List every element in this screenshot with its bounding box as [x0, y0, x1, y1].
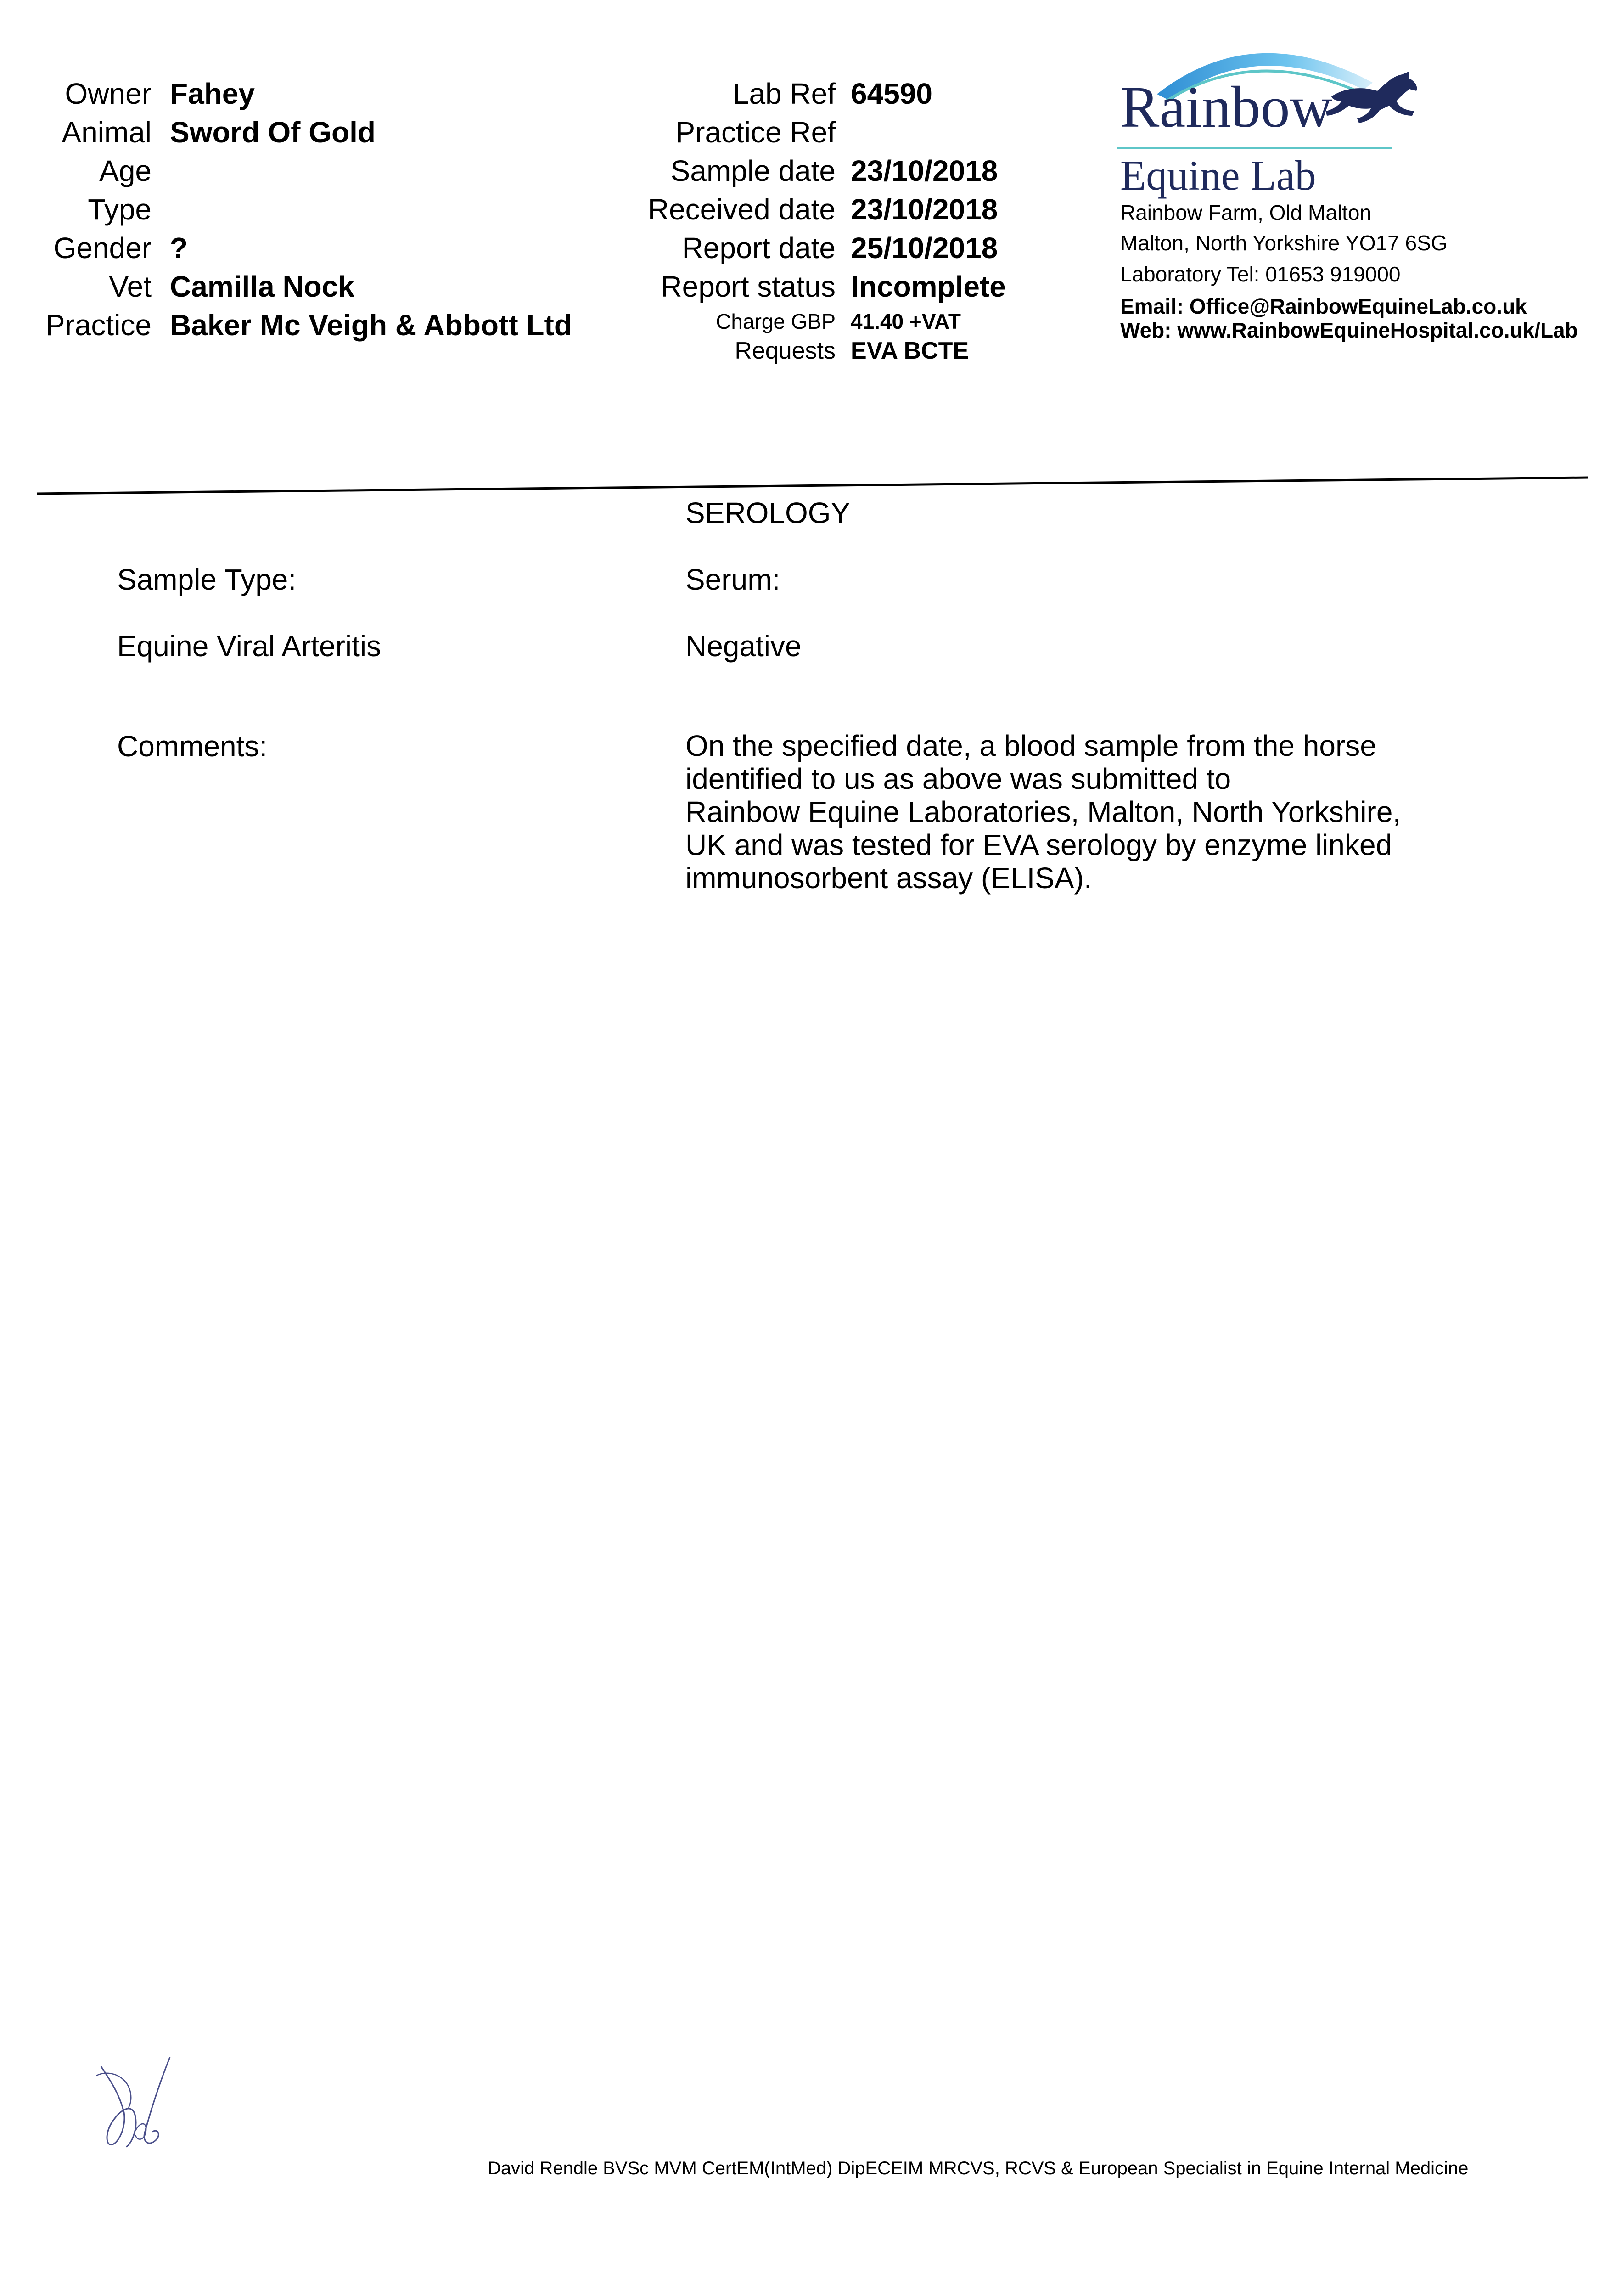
logo-subtitle: Equine Lab [1120, 152, 1316, 199]
test-result: Negative [685, 630, 802, 663]
received-date-label: Received date [647, 193, 836, 226]
lab-email: Email: Office@RainbowEquineLab.co.uk [1120, 294, 1527, 318]
practice-value: Baker Mc Veigh & Abbott Ltd [170, 309, 572, 342]
vet-value: Camilla Nock [170, 270, 354, 303]
signatory-footer: David Rendle BVSc MVM CertEM(IntMed) DipECEIM MRCVS, RCVS & European Specialist in Equine Internal Medicine [488, 2158, 1469, 2178]
charge-value: 41.40 +VAT [851, 310, 961, 333]
comment-line: identified to us as above was submitted to [685, 762, 1231, 795]
report-date-value: 25/10/2018 [851, 231, 998, 264]
section-heading: SEROLOGY [685, 496, 851, 529]
gender-label: Gender [53, 231, 152, 264]
sample-type-value: Serum: [685, 563, 780, 596]
vet-label: Vet [109, 270, 152, 303]
lab-website: Web: www.RainbowEquineHospital.co.uk/Lab [1120, 318, 1578, 342]
sample-date-value: 23/10/2018 [851, 154, 998, 187]
comment-line: Rainbow Equine Laboratories, Malton, North Yorkshire, [685, 795, 1401, 828]
charge-label: Charge GBP [716, 310, 836, 333]
address-line-2: Malton, North Yorkshire YO17 6SG [1120, 231, 1448, 255]
lab-ref-value: 64590 [851, 77, 932, 110]
lab-phone: Laboratory Tel: 01653 919000 [1120, 262, 1401, 286]
practice-label: Practice [45, 309, 152, 342]
requests-value: EVA BCTE [851, 338, 969, 364]
report-status-value: Incomplete [851, 270, 1006, 303]
address-line-1: Rainbow Farm, Old Malton [1120, 201, 1372, 225]
animal-value: Sword Of Gold [170, 116, 376, 149]
comment-line: immunosorbent assay (ELISA). [685, 861, 1092, 895]
requests-label: Requests [735, 338, 836, 364]
signature-icon [92, 2053, 184, 2163]
age-label: Age [99, 154, 152, 187]
gender-row [0, 229, 643, 267]
owner-value: Fahey [170, 77, 255, 110]
age-row [0, 152, 643, 190]
report-date-label: Report date [682, 231, 836, 264]
type-row [0, 190, 643, 229]
comment-line: UK and was tested for EVA serology by enzyme linked [685, 828, 1392, 861]
practice-row [0, 306, 643, 344]
type-label: Type [88, 193, 152, 226]
received-date-value: 23/10/2018 [851, 193, 998, 226]
owner-row [0, 74, 643, 113]
gender-value: ? [170, 231, 188, 264]
logo-wordmark: Rainbow [1120, 74, 1333, 140]
sample-type-label: Sample Type: [117, 563, 297, 596]
practice-ref-label: Practice Ref [675, 116, 836, 149]
lab-ref-label: Lab Ref [732, 77, 836, 110]
comments-label: Comments: [117, 730, 268, 763]
animal-label: Animal [62, 116, 152, 149]
comments-text [685, 729, 1466, 895]
owner-label: Owner [65, 77, 152, 110]
comment-line: On the specified date, a blood sample from the horse [685, 729, 1376, 762]
vet-row [0, 267, 643, 306]
animal-row [0, 113, 643, 152]
report-status-label: Report status [661, 270, 836, 303]
test-name: Equine Viral Arteritis [117, 630, 382, 663]
sample-date-label: Sample date [670, 154, 836, 187]
